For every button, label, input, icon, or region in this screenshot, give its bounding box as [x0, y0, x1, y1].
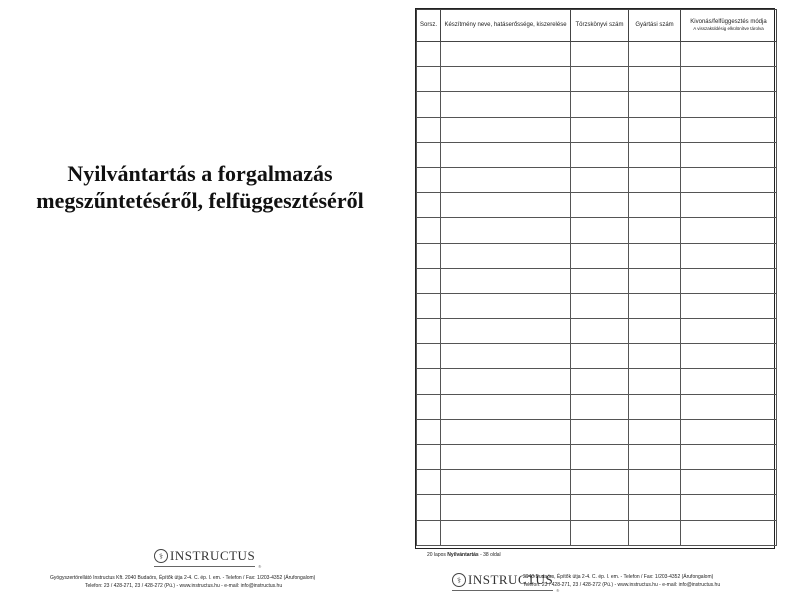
- header-kivonas-modja: [681, 10, 777, 42]
- table-row: [417, 293, 777, 318]
- table-cell: [441, 193, 571, 218]
- table-row: [417, 445, 777, 470]
- header-sorsz: Sorsz.: [417, 10, 441, 42]
- table-cell: [441, 369, 571, 394]
- table-cell: [681, 293, 777, 318]
- table-row: [417, 419, 777, 444]
- table-row: [417, 243, 777, 268]
- table-cell: [417, 42, 441, 67]
- table-cell: [629, 520, 681, 545]
- table-cell: [681, 218, 777, 243]
- header-kivonas-label: Kivonás/felfüggesztés módja: [690, 19, 767, 25]
- table-cell: [571, 167, 629, 192]
- caduceus-icon: ⚕: [452, 573, 466, 587]
- table-cell: [681, 319, 777, 344]
- table-cell: [571, 117, 629, 142]
- table-cell: [441, 92, 571, 117]
- table-row: [417, 167, 777, 192]
- table-cell: [417, 495, 441, 520]
- title-line-2: megszűntetéséről, felfüggesztéséről: [36, 188, 364, 213]
- table-cell: [417, 394, 441, 419]
- table-cell: [417, 445, 441, 470]
- footer-contact-right: Telefon: 23 / 428-271, 23 / 428-272 (Pü.) - www.instructus.hu - e-mail: info@instructus.hu: [523, 582, 721, 588]
- table-row: [417, 344, 777, 369]
- table-cell: [571, 243, 629, 268]
- table-cell: [441, 67, 571, 92]
- table-cell: [417, 419, 441, 444]
- table-cell: [681, 167, 777, 192]
- caption-bold: Nyilvántartás: [447, 552, 479, 558]
- table-cell: [681, 520, 777, 545]
- table-cell: [441, 117, 571, 142]
- table-caption: [427, 552, 501, 558]
- table-cell: [629, 344, 681, 369]
- table-row: [417, 268, 777, 293]
- table-cell: [681, 470, 777, 495]
- table-cell: [571, 142, 629, 167]
- table-cell: [571, 42, 629, 67]
- table-cell: [571, 218, 629, 243]
- table-cell: [681, 445, 777, 470]
- caption-suffix: - 38 oldal: [480, 552, 501, 558]
- header-torzskonyvi-szam: Törzskönyvi szám: [571, 10, 629, 42]
- table-cell: [441, 445, 571, 470]
- table-cell: [571, 67, 629, 92]
- table-cell: [571, 394, 629, 419]
- table-cell: [681, 92, 777, 117]
- table-cell: [629, 394, 681, 419]
- table-row: [417, 42, 777, 67]
- table-cell: [629, 117, 681, 142]
- table-cell: [441, 520, 571, 545]
- table-cell: [417, 293, 441, 318]
- table-cell: [441, 344, 571, 369]
- table-cell: [441, 243, 571, 268]
- right-page: [400, 0, 800, 600]
- table-cell: [571, 268, 629, 293]
- header-keszitmeny: Készítmény neve, hatáserőssége, kiszerelése: [441, 10, 571, 42]
- table-cell: [417, 92, 441, 117]
- table-cell: [629, 445, 681, 470]
- instructus-logo-right: ⚕ INSTRUCTUS ®: [452, 572, 553, 588]
- table-cell: [417, 344, 441, 369]
- table-cell: [417, 218, 441, 243]
- table-cell: [681, 495, 777, 520]
- table-cell: [681, 42, 777, 67]
- table-cell: [629, 293, 681, 318]
- table-cell: [629, 419, 681, 444]
- table-cell: [681, 142, 777, 167]
- table-cell: [681, 369, 777, 394]
- table-cell: [629, 67, 681, 92]
- table-cell: [681, 344, 777, 369]
- table-cell: [629, 167, 681, 192]
- table-cell: [441, 142, 571, 167]
- table-cell: [629, 142, 681, 167]
- table-cell: [417, 243, 441, 268]
- table-row: [417, 92, 777, 117]
- table-cell: [571, 369, 629, 394]
- table-cell: [629, 495, 681, 520]
- table-row: [417, 142, 777, 167]
- table-cell: [571, 520, 629, 545]
- table-cell: [417, 470, 441, 495]
- table-cell: [629, 42, 681, 67]
- table-cell: [441, 42, 571, 67]
- table-cell: [441, 419, 571, 444]
- table-row: [417, 470, 777, 495]
- table-cell: [417, 117, 441, 142]
- table-cell: [441, 268, 571, 293]
- table-cell: [571, 319, 629, 344]
- register-table-frame: [415, 8, 775, 549]
- logo-text-right: INSTRUCTUS: [468, 572, 554, 587]
- page-title: [0, 160, 400, 214]
- table-cell: [571, 495, 629, 520]
- table-cell: [441, 167, 571, 192]
- table-row: [417, 369, 777, 394]
- table-cell: [681, 268, 777, 293]
- table-cell: [571, 445, 629, 470]
- table-row: [417, 193, 777, 218]
- table-cell: [629, 319, 681, 344]
- table-cell: [571, 92, 629, 117]
- table-cell: [417, 142, 441, 167]
- table-cell: [629, 268, 681, 293]
- logo-text: INSTRUCTUS: [170, 548, 256, 563]
- table-row: [417, 319, 777, 344]
- register-table: [416, 9, 777, 546]
- table-body: [417, 42, 777, 546]
- table-cell: [681, 193, 777, 218]
- table-cell: [417, 67, 441, 92]
- table-row: [417, 67, 777, 92]
- table-cell: [681, 243, 777, 268]
- table-cell: [681, 394, 777, 419]
- title-line-1: Nyilvántartás a forgalmazás: [67, 161, 333, 186]
- table-row: [417, 520, 777, 545]
- table-cell: [441, 293, 571, 318]
- table-cell: [441, 218, 571, 243]
- table-cell: [571, 193, 629, 218]
- table-header-row: [417, 10, 777, 42]
- table-cell: [629, 193, 681, 218]
- footer-address-right: 2040 Budaörs, Építők útja 2-4. C. ép. I. em. - Telefon / Fax: 1/203-4352 (Árufongalom): [523, 574, 714, 580]
- table-row: [417, 117, 777, 142]
- table-row: [417, 394, 777, 419]
- footer-contact: Telefon: 23 / 428-271, 23 / 428-272 (Pü.) - www.instructus.hu - e-mail: info@instructus.hu: [85, 583, 283, 589]
- table-cell: [417, 268, 441, 293]
- table-cell: [441, 495, 571, 520]
- table-cell: [681, 117, 777, 142]
- table-cell: [681, 67, 777, 92]
- table-cell: [417, 369, 441, 394]
- table-cell: [417, 520, 441, 545]
- table-cell: [571, 470, 629, 495]
- table-cell: [629, 369, 681, 394]
- table-row: [417, 218, 777, 243]
- table-row: [417, 495, 777, 520]
- table-cell: [417, 193, 441, 218]
- table-cell: [571, 293, 629, 318]
- table-cell: [629, 218, 681, 243]
- header-gyartasi-szam: Gyártási szám: [629, 10, 681, 42]
- table-cell: [629, 470, 681, 495]
- caption-prefix: 20 lapos: [427, 552, 446, 558]
- table-cell: [441, 394, 571, 419]
- table-cell: [629, 92, 681, 117]
- caduceus-icon: ⚕: [154, 549, 168, 563]
- table-cell: [571, 419, 629, 444]
- footer-address: Gyógyszertörellátó Instructus Kft. 2040 Budaörs, Építők útja 2-4. C. ép. I. em. - Telefon / Fax: 1/203-4352 (Árufongalom): [50, 575, 316, 581]
- table-cell: [441, 319, 571, 344]
- header-kivonas-sub: A visszaküldésig elkülönítve tárolva: [693, 26, 764, 31]
- instructus-logo: ⚕ INSTRUCTUS ®: [154, 548, 255, 564]
- table-cell: [417, 319, 441, 344]
- table-cell: [681, 419, 777, 444]
- table-cell: [441, 470, 571, 495]
- table-cell: [571, 344, 629, 369]
- table-cell: [629, 243, 681, 268]
- table-cell: [417, 167, 441, 192]
